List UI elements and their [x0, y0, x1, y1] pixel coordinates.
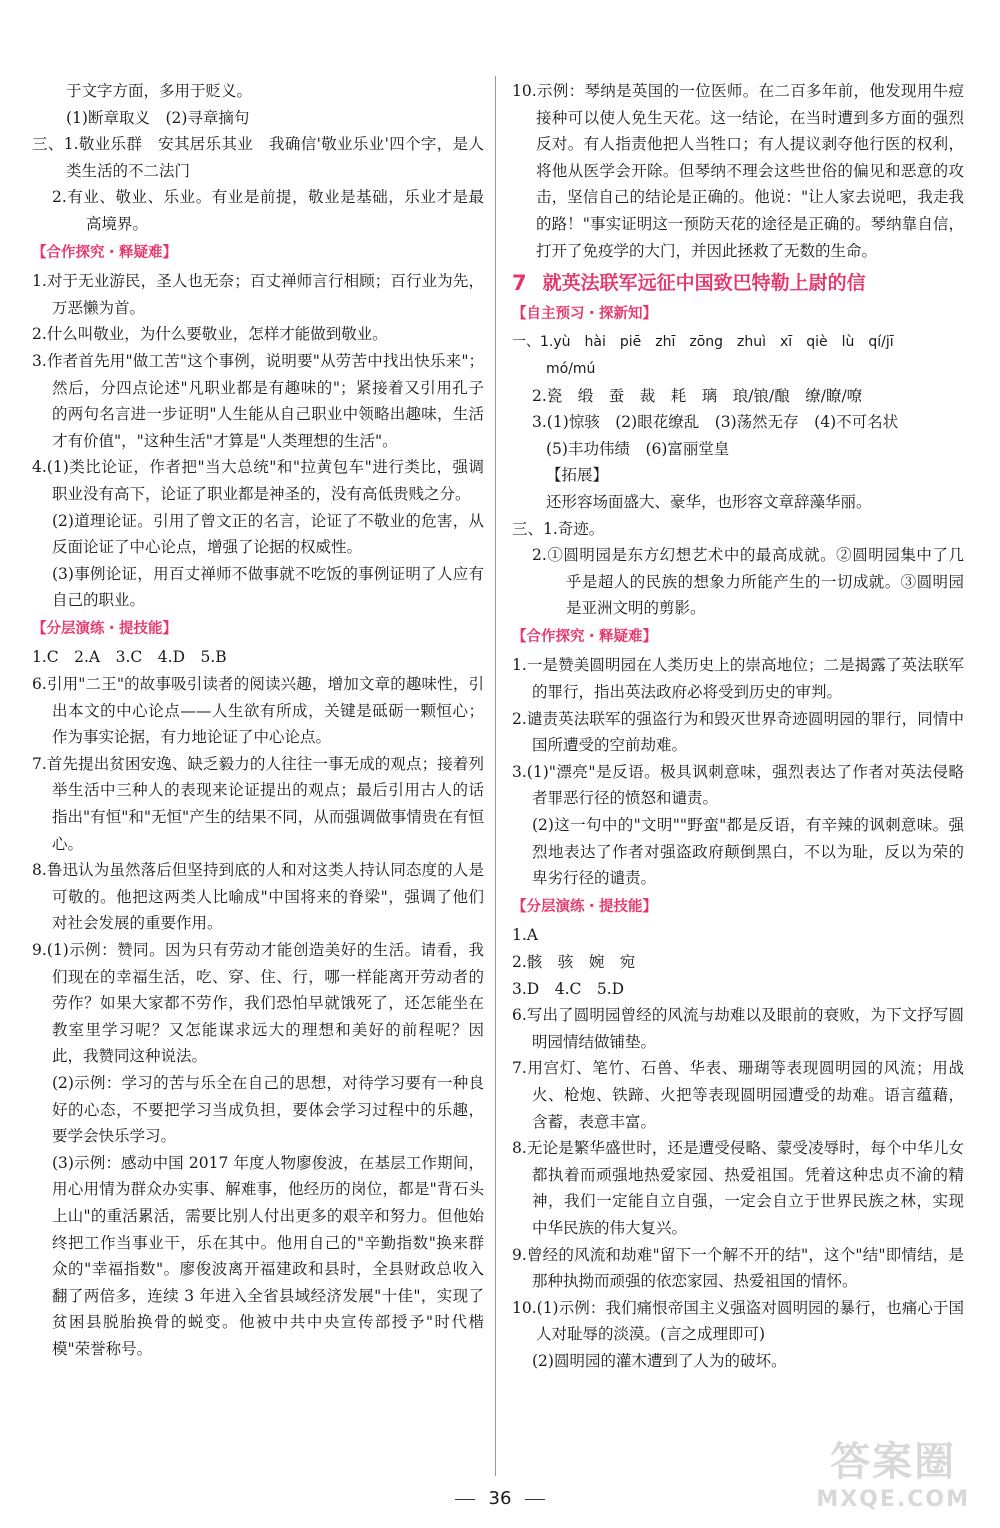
chapter-title: 就英法联军远征中国致巴特勒上尉的信 [542, 272, 866, 295]
answer-text: (2)圆明园的灌木遭到了人为的破坏。 [532, 1351, 787, 1370]
watermark-logo [816, 1430, 970, 1512]
section-heading: 【合作探究・释疑难】 [32, 244, 177, 261]
answer-text: 2.瓷 缎 蚕 裁 耗 璃 琅/锒/酿 缭/瞭/嘹 [532, 386, 863, 405]
answer-text: 3.作者首先用"做工苦"这个事例，说明要"从劳苦中找出快乐来"；然后，分四点论述"凡职业都是有趣味的"；紧接着又引用孔子的两句名言进一步证明"人生能从自己职业中领略出趣味，生活才有价值"，"这种生活"才算是"人类理想的生活"。 [32, 351, 484, 450]
answer-text: 7.首先提出贫困安逸、缺乏毅力的人往往一事无成的观点；接着列举生活中三种人的表现来论证提出的观点；最后引用古人的话指出"有恒"和"无恒"产生的结果不同，从而强调做事情贵在有恒心。 [32, 754, 484, 853]
answer-text: 1.对于无业游民，圣人也无奈；百丈禅师言行相顾；百行业为先，万恶懒为首。 [32, 272, 484, 317]
chapter-number: 7 [512, 271, 527, 296]
answer-text: 7.用宫灯、笔竹、石兽、华表、珊瑚等表现圆明园的风流；用战火、枪炮、铁蹄、火把等表现圆明园遭受的劫难。语言蕴藉，含蓄，表意丰富。 [512, 1059, 964, 1131]
answer-text: (3)事例论证，用百丈禅师不做事就不吃饭的事例证明了人应有自己的职业。 [52, 564, 484, 610]
section-heading: 【分层演练・提技能】 [512, 898, 657, 915]
chapter-heading [512, 270, 964, 297]
watermark-url: MXQE.COM [816, 1487, 970, 1512]
answer-text: 1.一是赞美圆明园在人类历史上的崇高地位；二是揭露了英法联军的罪行，指出英法政府必将受到历史的审判。 [512, 656, 964, 702]
left-column [32, 78, 484, 1363]
answer-text: 三、1.奇迹。 [512, 519, 605, 538]
answer-text: 8.无论是繁华盛世时，还是遭受侵略、蒙受凌辱时，每个中华儿女都执着而顽强地热爱家园、热爱祖国。凭着这种忠贞不渝的精神，我们一定能自立自强，一定会自立于世界民族之林，实现中华民族的伟大复兴。 [512, 1139, 964, 1237]
section-heading: 【自主预习・探新知】 [512, 305, 657, 322]
section-heading: 【分层演练・提技能】 [32, 620, 177, 637]
answer-text: 6.引用"二王"的故事吸引读者的阅读兴趣，增加文章的趣味性，引出本文的中心论点——人生欲有所成，关键是砥砺一颗恒心；作为事实论据，有力地论证了中心论点。 [32, 675, 484, 747]
answer-text: 10.(1)示例：我们痛恨帝国主义强盗对圆明园的暴行，也痛心于国人对耻辱的淡漠。(言之成理即可) [512, 1298, 964, 1344]
answer-text: 2.有业、敬业、乐业。有业是前提，敬业是基础，乐业才是最高境界。 [52, 188, 484, 233]
answer-text: (1)断章取义 (2)寻章摘句 [66, 108, 250, 127]
answer-text: 10.示例：琴纳是英国的一位医师。在二百多年前，他发现用牛痘接种可以使人免生天花。这一结论，在当时遭到多方面的强烈反对。有人指责他把人当牲口；有人提议剥夺他行医的权利，将他从医学会开除。但琴纳不理会这些世俗的偏见和恶意的攻击，坚信自己的结论是正确的。他说："让人家去说吧，我走我的路！"事实证明这一预防天花的途径是正确的。琴纳靠自信，打开了免疫学的大门，并因此拯救了无数的生命。 [512, 82, 964, 260]
answer-text: 2.谴责英法联军的强盗行为和毁灭世界奇迹圆明园的罪行，同情中国所遭受的空前劫难。 [512, 709, 964, 755]
answer-text: 3.(1)"漂亮"是反语。极具讽刺意味，强烈表达了作者对英法侵略者罪恶行径的愤怒和谴责。 [512, 762, 964, 808]
answer-text: 3.(1)惊骇 (2)眼花缭乱 (3)荡然无存 (4)不可名状 [532, 413, 899, 432]
answer-text: (3)示例：感动中国 2017 年度人物廖俊波，在基层工作期间，用心用情为群众办实事、解难事，他经历的岗位，都是"背石头上山"的重活累活，需要比别人付出更多的艰辛和努力。但他始终把工作当事业干，乐在其中。他用自己的"辛勤指数"换来群众的"幸福指数"。廖俊波离开福建政和县时，全县财政总收入翻了两倍多，连续 3 年进入全省县域经济发展"十佳"，实现了贫困县脱胎换骨的蜕变。他被中共中央宣传部授予"时代楷模"荣誉称号。 [52, 1153, 484, 1358]
column-divider [495, 76, 496, 1476]
answer-text: 于文字方面，多用于贬义。 [66, 82, 253, 100]
answer-text: (2)这一句中的"文明""野蛮"都是反语，有辛辣的讽刺意味。强烈地表达了作者对强盗政府颠倒黑白，不以为耻，反以为荣的卑劣行径的谴责。 [532, 816, 964, 888]
answer-text: 1.C 2.A 3.C 4.D 5.B [32, 648, 227, 667]
answer-text: (2)道理论证。引用了曾文正的名言，论证了不敬业的危害，从反面论证了中心论点，增强了论据的权威性。 [52, 511, 484, 557]
page-number-text: 36 [488, 1488, 512, 1509]
answer-text: 1.A [512, 926, 538, 945]
answer-text: 2.骸 骇 婉 宛 [512, 953, 636, 971]
page-dash-left [455, 1499, 475, 1500]
answer-text: 2.①圆明园是东方幻想艺术中的最高成就。②圆明园集中了几乎是超人的民族的想象力所能产生的一切成就。③圆明园是亚洲文明的剪影。 [532, 546, 964, 618]
page-dash-right [525, 1499, 545, 1500]
answer-text: 9.(1)示例：赞同。因为只有劳动才能创造美好的生活。请看，我们现在的幸福生活，吃、穿、住、行，哪一样能离开劳动者的劳作？如果大家都不劳作，我们恐怕早就饿死了，还怎能坐在教室里学习呢？又怎能谋求远大的理想和美好的前程呢？因此，我赞同这种说法。 [32, 941, 484, 1066]
answer-text: 8.鲁迅认为虽然落后但坚持到底的人和对这类人持认同态度的人是可敬的。他把这两类人比喻成"中国将来的脊梁"，强调了他们对社会发展的重要作用。 [32, 861, 484, 933]
section-heading: 【合作探究・释疑难】 [512, 628, 657, 645]
answer-text: 2.什么叫敬业，为什么要敬业，怎样才能做到敬业。 [32, 325, 388, 344]
pinyin-answers: 一、1.yù hài piē zhī zōng zhuì xī qiè lù qí/jī [512, 334, 894, 351]
answer-text: 3.D 4.C 5.D [512, 979, 625, 998]
answer-text: 还形容场面盛大、豪华，也形容文章辞藻华丽。 [546, 492, 872, 511]
watermark-text: 答案圈 [830, 1439, 957, 1485]
answer-text: (2)示例：学习的苦与乐全在自己的思想，对待学习要有一种良好的心态，不要把学习当成负担，要体会学习过程中的乐趣，要学会快乐学习。 [52, 1073, 484, 1146]
answer-text: 6.写出了圆明园曾经的风流与劫难以及眼前的衰败，为下文抒写圆明园情结做铺垫。 [512, 1006, 964, 1051]
answer-text: 4.(1)类比论证，作者把"当大总统"和"拉黄包车"进行类比，强调职业没有高下，论证了职业都是神圣的，没有高低贵贱之分。 [32, 458, 484, 503]
answer-text: 9.曾经的风流和劫难"留下一个解不开的结"，这个"结"即情结，是那种执拗而顽强的依恋家园、热爱祖国的情怀。 [512, 1245, 964, 1291]
extension-label: 【拓展】 [546, 466, 609, 485]
pinyin-answers: mó/mú [546, 360, 596, 377]
answer-text: (5)丰功伟绩 (6)富丽堂皇 [546, 439, 730, 458]
answer-text: 三、1.敬业乐群 安其居乐其业 我确信'敬业乐业'四个字，是人类生活的不二法门 [32, 135, 484, 180]
right-column [512, 78, 964, 1375]
